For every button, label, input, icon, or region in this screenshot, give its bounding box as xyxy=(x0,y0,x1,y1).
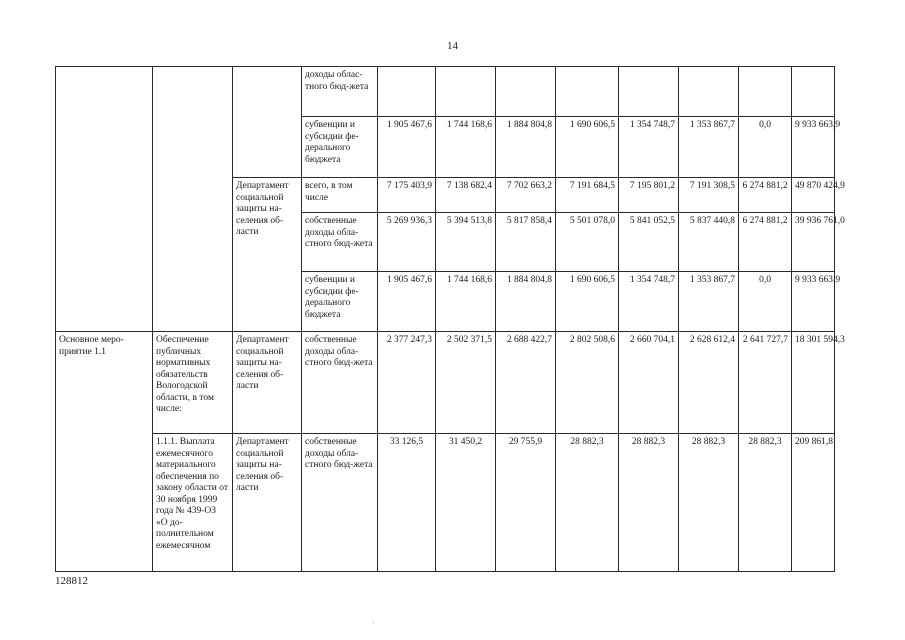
table-row xyxy=(56,67,835,117)
program-cell: Основное меро-приятие 1.1 xyxy=(56,332,153,572)
value-cell: 28 882,3 xyxy=(556,434,619,572)
value-cell: 6 274 881,2 xyxy=(739,178,792,213)
budget-table xyxy=(55,66,845,572)
page-number: 14 xyxy=(447,40,458,52)
value-cell: 7 702 663,2 xyxy=(496,178,556,213)
value-cell xyxy=(378,67,436,117)
value-cell xyxy=(679,67,739,117)
value-cell xyxy=(619,67,679,117)
measure-cell: 1.1.1. Выплата ежемесячного материального обеспечения по закону области от 30 ноября 1999 года № 439-ОЗ «О до-полнительном ежемесячном xyxy=(153,434,233,572)
value-cell: 2 688 422,7 xyxy=(496,332,556,434)
value-cell: 1 354 748,7 xyxy=(619,117,679,178)
value-cell: 1 905 467,6 xyxy=(378,272,436,332)
value-cell: 1 744 168,6 xyxy=(436,117,496,178)
value-cell: 49 870 424,9 xyxy=(792,178,835,213)
value-cell: 7 195 801,2 xyxy=(619,178,679,213)
value-cell: 6 274 881,2 xyxy=(739,213,792,272)
value-cell xyxy=(436,67,496,117)
funding-source-cell: доходы облас-тного бюд-жета xyxy=(302,67,378,117)
value-cell: 39 936 761,0 xyxy=(792,213,835,272)
funding-source-cell: собственные доходы обла-стного бюд-жета xyxy=(302,332,378,434)
value-cell: 1 354 748,7 xyxy=(619,272,679,332)
document-id: 128812 xyxy=(55,575,88,587)
value-cell: 9 933 663,9 xyxy=(792,272,835,332)
funding-source-cell: субвенции и субсидии фе-дерального бюджета xyxy=(302,117,378,178)
value-cell: 28 882,3 xyxy=(739,434,792,572)
funding-source-cell: собственные доходы обла-стного бюд-жета xyxy=(302,213,378,272)
value-cell xyxy=(496,67,556,117)
value-cell: 5 394 513,8 xyxy=(436,213,496,272)
value-cell xyxy=(739,67,792,117)
value-cell: 5 269 936,3 xyxy=(378,213,436,272)
value-cell: 7 175 403,9 xyxy=(378,178,436,213)
measure-cell xyxy=(153,67,233,332)
value-cell: 1 905 467,6 xyxy=(378,117,436,178)
value-cell: 2 377 247,3 xyxy=(378,332,436,434)
value-cell: 5 501 078,0 xyxy=(556,213,619,272)
value-cell: 28 882,3 xyxy=(619,434,679,572)
value-cell: 2 660 704,1 xyxy=(619,332,679,434)
value-cell: 1 690 606,5 xyxy=(556,272,619,332)
value-cell: 9 933 663,9 xyxy=(792,117,835,178)
value-cell: 1 744 168,6 xyxy=(436,272,496,332)
table-row xyxy=(56,332,835,434)
responsible-cell: Департамент социальной защиты на-селения об-ласти xyxy=(233,434,302,572)
value-cell xyxy=(556,67,619,117)
value-cell: 5 837 440,8 xyxy=(679,213,739,272)
value-cell: 1 884 804,8 xyxy=(496,272,556,332)
value-cell: 33 126,5 xyxy=(378,434,436,572)
measure-cell: Обеспечение публичных нормативных обязательств Вологодской области, в том числе: xyxy=(153,332,233,434)
value-cell: 1 884 804,8 xyxy=(496,117,556,178)
funding-source-cell: субвенции и субсидии фе-дерального бюджета xyxy=(302,272,378,332)
value-cell: 0,0 xyxy=(739,117,792,178)
responsible-cell xyxy=(233,67,302,178)
program-cell xyxy=(56,67,153,332)
scan-mark: · xyxy=(372,618,375,627)
value-cell: 7 191 308,5 xyxy=(679,178,739,213)
value-cell: 1 690 606,5 xyxy=(556,117,619,178)
value-cell: 2 641 727,7 xyxy=(739,332,792,434)
value-cell: 28 882,3 xyxy=(679,434,739,572)
value-cell: 31 450,2 xyxy=(436,434,496,572)
value-cell: 1 353 867,7 xyxy=(679,117,739,178)
funding-source-cell: собственные доходы обла-стного бюд-жета xyxy=(302,434,378,572)
table-row xyxy=(56,434,835,572)
responsible-cell: Департамент социальной защиты на-селения об-ласти xyxy=(233,178,302,332)
funding-source-cell: всего, в том числе xyxy=(302,178,378,213)
value-cell: 0,0 xyxy=(739,272,792,332)
value-cell xyxy=(792,67,835,117)
value-cell: 2 802 508,6 xyxy=(556,332,619,434)
value-cell: 2 628 612,4 xyxy=(679,332,739,434)
responsible-cell: Департамент социальной защиты на-селения об-ласти xyxy=(233,332,302,434)
value-cell: 2 502 371,5 xyxy=(436,332,496,434)
value-cell: 209 861,8 xyxy=(792,434,835,572)
value-cell: 5 841 052,5 xyxy=(619,213,679,272)
value-cell: 7 191 684,5 xyxy=(556,178,619,213)
value-cell: 1 353 867,7 xyxy=(679,272,739,332)
value-cell: 29 755,9 xyxy=(496,434,556,572)
value-cell: 18 301 594,3 xyxy=(792,332,835,434)
value-cell: 5 817 858,4 xyxy=(496,213,556,272)
value-cell: 7 138 682,4 xyxy=(436,178,496,213)
